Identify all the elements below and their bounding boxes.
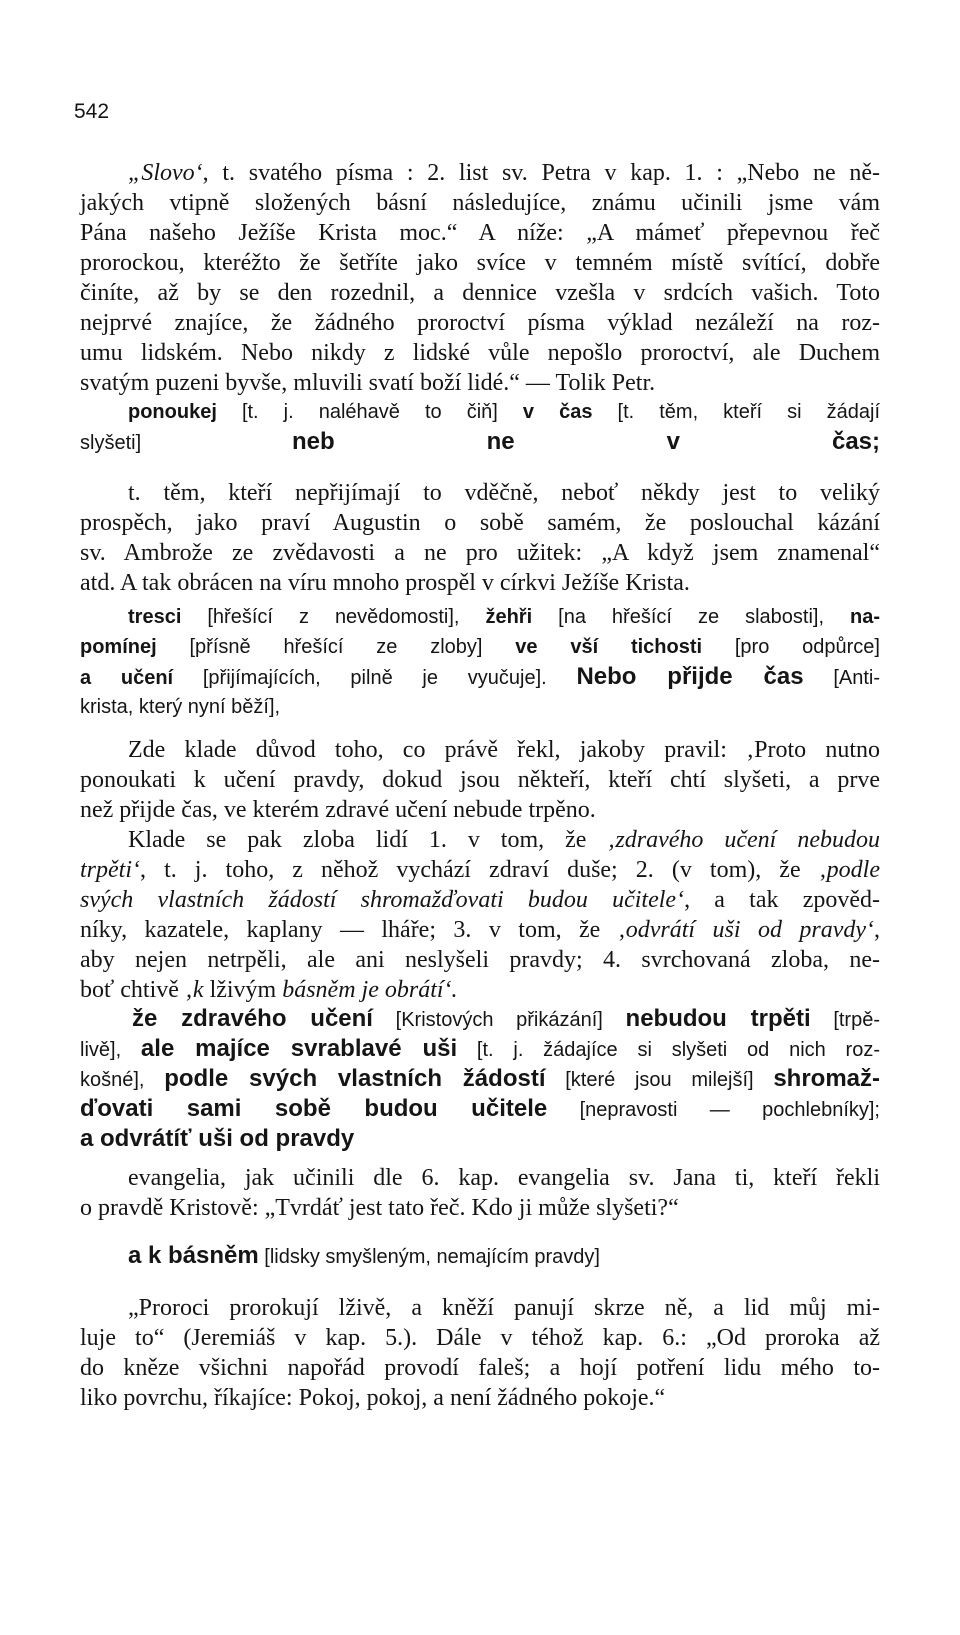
paragraph: [80, 1004, 880, 1154]
text-line: [80, 1163, 880, 1193]
text-run: jakých vtipně složených básní následujíce, známu učinili jsme vám: [80, 190, 880, 216]
text-line: [80, 765, 880, 795]
text-line: [80, 692, 880, 722]
bold-phrase: ďovati sami sobě budou učitele: [80, 1095, 548, 1122]
text-run: ,: [874, 917, 881, 943]
bold-phrase: ve vší tichosti: [515, 636, 703, 658]
text-line: [80, 1193, 880, 1223]
text-line: [80, 1293, 880, 1323]
text-run: Zde klade důvod toho, co právě řekl, jakoby pravil: ‚Proto nutno: [128, 737, 880, 763]
text-run: nejprvé znajíce, že žádného proroctví písma výklad nezáleží na roz-: [80, 310, 880, 336]
text-run: [t. j. naléhavě to čiň]: [216, 401, 523, 423]
italic-phrase: trpěti‘: [80, 857, 140, 883]
bold-phrase: shromaž-: [773, 1065, 880, 1092]
italic-phrase: ‚podle: [818, 857, 880, 883]
bold-phrase: a k básněm: [128, 1242, 259, 1269]
text-run: činíte, až by se den rozednil, a dennice vzešla v srdcích vašich. Toto: [80, 280, 880, 306]
paragraph: [80, 1293, 880, 1413]
text-line: [80, 248, 880, 278]
text-line: [80, 1094, 880, 1124]
page-number: 542: [74, 100, 110, 123]
text-line: [80, 427, 880, 457]
text-run: níky, kazatele, kaplany — lháře; 3. v tom, že: [80, 917, 618, 943]
text-run: [t. j. žádajíce si slyšeti od nich roz-: [457, 1039, 880, 1061]
bold-phrase: a učení: [80, 667, 174, 689]
text-line: [80, 278, 880, 308]
text-run: [pro odpůrce]: [702, 636, 880, 658]
text-run: boť chtivě: [80, 977, 185, 1003]
text-run: o pravdě Kristově: „Tvrdáť jest tato řeč. Kdo ji může slyšeti?“: [80, 1195, 679, 1221]
text-run: [Kristových přikázání]: [372, 1009, 626, 1031]
paragraph: [80, 1163, 880, 1223]
text-line: [80, 855, 880, 885]
text-run: prospěch, jako praví Augustin o sobě samém, že poslouchal kázání: [80, 510, 880, 536]
text-run: svatým puzeni byvše, mluvili svatí boží lidé.“ — Tolik Petr.: [80, 370, 656, 396]
italic-phrase: ‚odvrátí uši od pravdy‘: [617, 917, 875, 943]
text-run: [přijímajících, pilně je vyučuje].: [173, 667, 577, 689]
text-line: [80, 478, 880, 508]
text-run: prorockou, kteréžto že šetříte jako svíce v temném místě svítící, dobře: [80, 250, 880, 276]
text-run: [hřešící z nevědomosti],: [181, 606, 486, 628]
italic-phrase: básněm je obrátí‘.: [282, 977, 458, 1003]
text-run: sv. Ambrože ze zvědavosti a ne pro užitek: „A když jsem znamenal“: [80, 540, 880, 566]
text-run: aby nejen netrpěli, ale ani neslyšeli pravdy; 4. svrchovaná zloba, ne-: [80, 947, 880, 973]
text-line: [80, 945, 880, 975]
text-run: [které jsou milejší]: [545, 1069, 774, 1091]
bold-phrase: Nebo přijde čas: [576, 663, 804, 690]
text-run: než přijde čas, ve kterém zdravé učení nebude trpěno.: [80, 797, 596, 823]
text-run: evangelia, jak učinili dle 6. kap. evangelia sv. Jana ti, kteří řekli: [128, 1165, 880, 1191]
bold-phrase: žehři: [485, 606, 533, 628]
text-line: [80, 795, 880, 825]
text-line: [80, 1124, 880, 1154]
text-run: Klade se pak zloba lidí 1. v tom, že: [128, 827, 608, 853]
text-run: [Anti-: [803, 667, 880, 689]
paragraph: [80, 397, 880, 457]
text-run: košné],: [80, 1069, 165, 1091]
text-run: liko povrchu, říkajíce: Pokoj, pokoj, a není žádného pokoje.“: [80, 1385, 666, 1411]
bold-phrase: a odvrátíť uši od pravdy: [80, 1125, 355, 1152]
text-line: [80, 158, 880, 188]
text-line: [80, 1383, 880, 1413]
text-run: lživým: [203, 977, 283, 1003]
text-line: [80, 568, 880, 598]
paragraph: [80, 1241, 880, 1271]
bold-phrase: nebudou trpěti: [625, 1005, 811, 1032]
text-run: slyšeti]: [80, 432, 292, 454]
paragraph: [80, 478, 880, 598]
text-line: [80, 188, 880, 218]
text-line: [80, 632, 880, 662]
text-line: [80, 975, 880, 1005]
text-run: atd. A tak obrácen na víru mnoho prospěl v církvi Ježíše Krista.: [80, 570, 690, 596]
text-run: [přísně hřešící ze zloby]: [156, 636, 516, 658]
bold-phrase: neb ne v čas;: [292, 428, 880, 455]
text-line: [80, 825, 880, 855]
text-run: do kněze všichni napořád provodí faleš; a hojí potření lidu mého to-: [80, 1355, 880, 1381]
bold-phrase: že zdravého učení: [132, 1005, 373, 1032]
text-run: krista, který nyní běží],: [80, 696, 281, 718]
paragraph: [80, 158, 880, 398]
text-line: [80, 218, 880, 248]
text-line: [80, 1241, 880, 1271]
text-run: , t. svatého písma : 2. list sv. Petra v kap. 1. : „Nebo ne ně-: [202, 160, 880, 186]
text-line: [80, 1353, 880, 1383]
text-line: [80, 1064, 880, 1094]
text-line: [80, 1323, 880, 1353]
paragraph: [80, 735, 880, 825]
text-run: , a tak zpověd-: [684, 887, 880, 913]
bold-phrase: ponoukej: [128, 401, 217, 423]
text-run: umu lidském. Nebo nikdy z lidské vůle nepošlo proroctví, ale Duchem: [80, 340, 880, 366]
bold-phrase: podle svých vlastních žádostí: [164, 1065, 546, 1092]
text-run: ponoukati k učení pravdy, dokud jsou někteří, kteří chtí slyšeti, a prve: [80, 767, 880, 793]
text-run: [trpě-: [810, 1009, 880, 1031]
text-line: [80, 662, 880, 692]
text-run: [nepravosti — pochlebníky];: [547, 1099, 880, 1121]
italic-phrase: „Slovo‘: [128, 160, 203, 186]
bold-phrase: na-: [850, 606, 880, 628]
italic-phrase: svých vlastních žádostí shromažďovati budou učitele‘: [80, 887, 685, 913]
paragraph: [80, 602, 880, 722]
text-line: [80, 1034, 880, 1064]
text-run: „Proroci prorokují lživě, a kněží panují skrze ně, a lid můj mi-: [128, 1295, 880, 1321]
text-line: [80, 1004, 880, 1034]
text-line: [80, 885, 880, 915]
text-line: [80, 368, 880, 398]
italic-phrase: ‚zdravého učení nebudou: [607, 827, 880, 853]
text-run: t. těm, kteří nepřijímají to vděčně, neboť někdy jest to veliký: [128, 480, 880, 506]
bold-phrase: ale majíce svrablavé uši: [140, 1035, 458, 1062]
text-run: livě],: [80, 1039, 141, 1061]
text-line: [80, 397, 880, 427]
text-line: [80, 308, 880, 338]
text-run: [t. těm, kteří si žádají: [592, 401, 881, 423]
text-run: Pána našeho Ježíše Krista moc.“ A níže: „A mámeť přepevnou řeč: [80, 220, 880, 246]
text-run: luje to“ (Jeremiáš v kap. 5.). Dále v téhož kap. 6.: „Od proroka až: [80, 1325, 880, 1351]
italic-phrase: ‚k: [184, 977, 204, 1003]
text-run: , t. j. toho, z něhož vychází zdraví duše; 2. (v tom), že: [140, 857, 819, 883]
text-line: [80, 602, 880, 632]
text-line: [80, 915, 880, 945]
text-run: [na hřešící ze slabosti],: [532, 606, 850, 628]
paragraph: [80, 825, 880, 1005]
text-line: [80, 338, 880, 368]
text-run: [lidsky smyšleným, nemajícím pravdy]: [258, 1246, 600, 1268]
bold-phrase: v čas: [522, 401, 593, 423]
text-line: [80, 735, 880, 765]
bold-phrase: tresci: [128, 606, 182, 628]
text-line: [80, 508, 880, 538]
bold-phrase: pomínej: [80, 636, 157, 658]
text-line: [80, 538, 880, 568]
